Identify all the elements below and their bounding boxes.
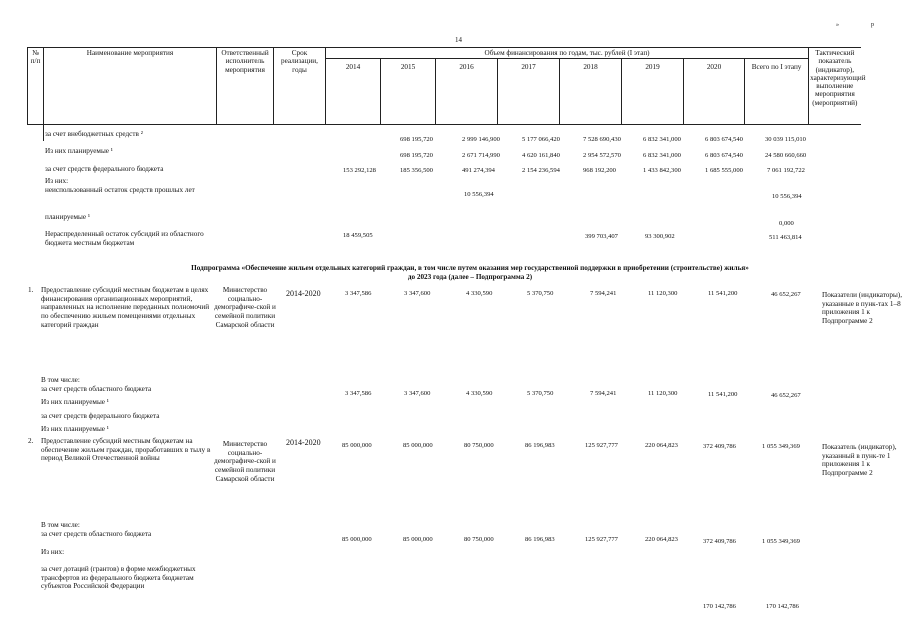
header-year: 2020 [684, 59, 745, 125]
cell-value: 7 061 192,722 [767, 167, 805, 174]
cell-value: 86 196,983 [525, 442, 555, 449]
cell-value: 125 927,777 [585, 536, 618, 543]
header-name: Наименование мероприятия [44, 48, 217, 125]
cell-value: 80 750,000 [464, 442, 494, 449]
header-term: Срок реализации, годы [274, 48, 326, 125]
cell-value: 170 142,786 [766, 603, 799, 610]
cell-value: 11 120,300 [648, 290, 678, 297]
row-label: планируемые ¹ [45, 213, 91, 221]
cell-value: 11 541,200 [708, 290, 738, 297]
row-label: Из них планируемые ¹ [41, 425, 109, 433]
cell-value: 968 192,200 [583, 167, 616, 174]
header-year: 2017 [498, 59, 560, 125]
corner-mark: » [836, 22, 839, 28]
cell-value: 7 594,241 [590, 390, 617, 397]
cell-value: 5 370,750 [527, 390, 554, 397]
cell-value: 3 347,586 [345, 290, 372, 297]
row-label: В том числе: за счет средств областного бюджета [41, 521, 152, 538]
cell-value: 3 347,600 [404, 390, 431, 397]
cell-value: 1 055 349,369 [762, 538, 800, 545]
item-name: Предоставление субсидий местным бюджетам на обеспечение жильем граждан, проработавших в тылу в период Великой Отечественной войны [41, 437, 211, 463]
item-responsible: Министерство социально-демографиче-ской и семейной политики Самарской области [214, 440, 276, 483]
cell-value: 80 750,000 [464, 536, 494, 543]
item-number: 1. [28, 286, 34, 294]
cell-value: 86 196,983 [525, 536, 555, 543]
header-year: 2019 [622, 59, 684, 125]
row-label: Из них: неиспользованный остаток средств прошлых лет [45, 177, 195, 194]
item-term: 2014-2020 [286, 289, 321, 298]
page-number: 14 [455, 36, 462, 44]
header-year: 2018 [560, 59, 622, 125]
cell-value: 2 999 146,900 [462, 136, 500, 143]
cell-value: 85 000,000 [403, 442, 433, 449]
item-term: 2014-2020 [286, 438, 321, 447]
cell-value: 185 356,500 [400, 167, 433, 174]
cell-value: 10 556,394 [464, 191, 494, 198]
row-label: Из них: [41, 548, 65, 556]
table-header [27, 47, 866, 125]
header-year: 2016 [436, 59, 498, 125]
cell-value: 220 064,823 [645, 442, 678, 449]
item-name: Предоставление субсидий местным бюджетам в целях финансирования организационных мероприятий, направленных на исполнение переданных полномочий по обеспечению жильем помещениями отдельных категорий граждан [41, 286, 210, 329]
row-label: за счет дотаций (грантов) в форме межбюджетных трансфертов из федерального бюджета бюджетам субъектов Российской Федерации [41, 565, 196, 591]
cell-value: 399 703,407 [585, 233, 618, 240]
cell-value: 6 803 674,540 [705, 136, 743, 143]
header-funding: Объем финансирования по годам, тыс. рублей (I этап) [326, 48, 809, 59]
cell-value: 6 803 674,540 [705, 152, 743, 159]
cell-value: 4 330,590 [466, 390, 493, 397]
cell-value: 6 832 341,000 [643, 152, 681, 159]
cell-value: 0,000 [779, 220, 794, 227]
cell-value: 6 832 341,000 [643, 136, 681, 143]
cell-value: 11 541,200 [708, 391, 738, 398]
cell-value: 11 120,300 [648, 390, 678, 397]
cell-value: 3 347,586 [345, 390, 372, 397]
cell-value: 2 154 236,594 [522, 167, 560, 174]
cell-value: 491 274,394 [462, 167, 495, 174]
cell-value: 372 409,786 [703, 443, 736, 450]
cell-value: 153 292,128 [343, 167, 376, 174]
row-label: В том числе: за счет средств областного бюджета [41, 376, 152, 393]
corner-mark: р [871, 22, 874, 28]
header-year: 2014 [326, 59, 381, 125]
header-total: Всего по I этапу [745, 59, 809, 125]
cell-value: 7 528 690,430 [583, 136, 621, 143]
cell-value: 85 000,000 [403, 536, 433, 543]
cell-value: 1 685 555,000 [705, 167, 743, 174]
cell-value: 18 459,505 [343, 232, 373, 239]
cell-value: 1 433 842,300 [643, 167, 681, 174]
row-label: Из них планируемые ¹ [41, 398, 109, 406]
header-indicator: Тактический показатель (индикатор), характеризующий выполнение мероприятия (мероприятий) [809, 48, 861, 125]
cell-value: 170 142,786 [703, 603, 736, 610]
cell-value: 4 620 161,840 [522, 152, 560, 159]
header-num: № п/п [28, 48, 44, 125]
row-label: за счет средств федерального бюджета [41, 412, 160, 420]
header-year: 2015 [381, 59, 436, 125]
cell-value: 30 039 115,010 [765, 136, 806, 143]
cell-value: 10 556,394 [772, 193, 802, 200]
cell-value: 698 195,720 [400, 152, 433, 159]
cell-value: 46 652,267 [771, 291, 801, 298]
cell-value: 24 580 660,660 [765, 152, 807, 159]
item-responsible: Министерство социально-демографиче-ской и семейной политики Самарской области [214, 286, 276, 329]
cell-value: 85 000,000 [342, 442, 372, 449]
cell-value: 698 195,720 [400, 136, 433, 143]
header-resp: Ответственный исполнитель мероприятия [217, 48, 274, 125]
section-title: Подпрограмма «Обеспечение жильем отдельных категорий граждан, в том числе путем оказания мер государственной поддержки в приобретении (строительстве) жилья» до 2023 года (далее – Подпрограмма 2) [191, 264, 749, 281]
row-label: Из них планируемые ¹ [45, 147, 113, 155]
cell-value: 125 927,777 [585, 442, 618, 449]
item-indicator: Показатели (индикаторы), указанные в пунк-тах 1–8 приложения 1 к Подпрограмме 2 [822, 291, 902, 325]
cell-value: 93 300,902 [645, 233, 675, 240]
cell-value: 5 177 066,420 [522, 136, 560, 143]
cell-value: 1 055 349,369 [762, 443, 800, 450]
item-number: 2. [28, 437, 34, 445]
row-label: за счет внебюджетных средств ² [45, 130, 143, 138]
row-label: за счет средств федерального бюджета [45, 165, 164, 173]
cell-value: 5 370,750 [527, 290, 554, 297]
cell-value: 2 671 714,990 [462, 152, 500, 159]
cell-value: 220 064,823 [645, 536, 678, 543]
column-rule [43, 121, 44, 141]
cell-value: 3 347,600 [404, 290, 431, 297]
cell-value: 511 463,814 [769, 234, 802, 241]
cell-value: 372 409,786 [703, 538, 736, 545]
cell-value: 85 000,000 [342, 536, 372, 543]
cell-value: 2 954 572,570 [583, 152, 621, 159]
cell-value: 46 652,267 [771, 392, 801, 399]
item-indicator: Показатель (индикатор), указанный в пунк-те 1 приложения 1 к Подпрограмме 2 [822, 443, 897, 477]
cell-value: 7 594,241 [590, 290, 617, 297]
cell-value: 4 330,590 [466, 290, 493, 297]
row-label: Нераспределенный остаток субсидий из областного бюджета местным бюджетам [45, 230, 204, 247]
